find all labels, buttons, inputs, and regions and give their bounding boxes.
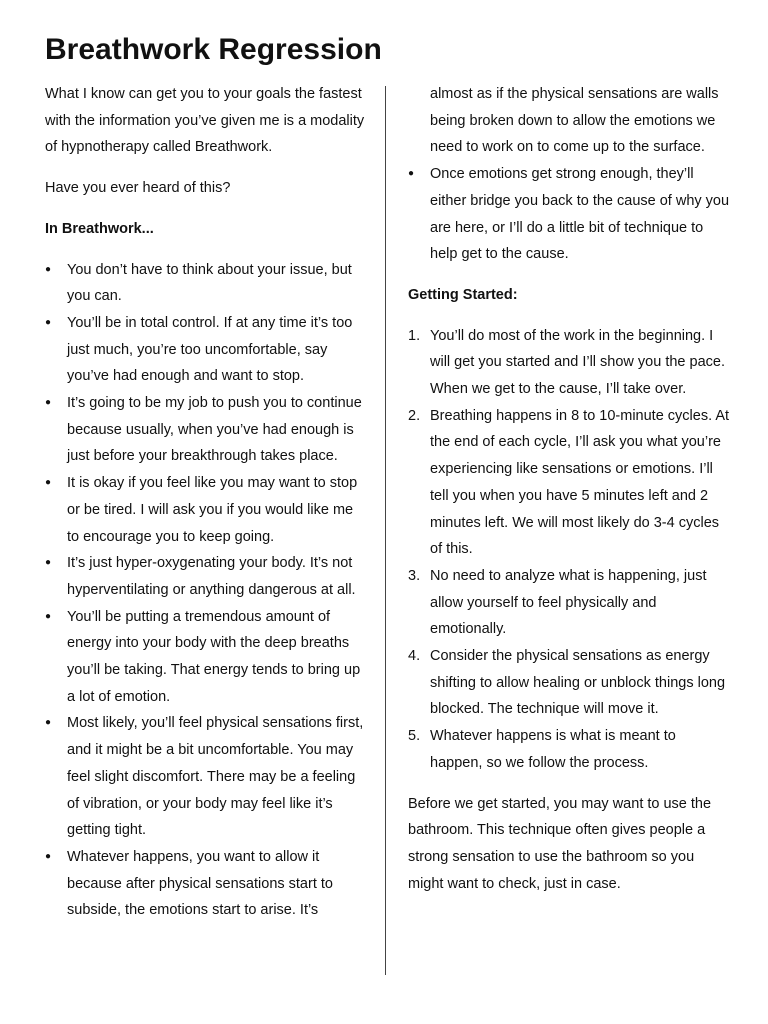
right-column <box>408 81 730 897</box>
list-item-continuation: almost as if the physical sensations are walls being broken down to allow the emotions we need to work on to come up to the surface. <box>430 86 719 156</box>
section-heading-getting-started: Getting Started: <box>408 286 518 303</box>
list-item-text: Whatever happens is what is meant to happen, so we follow the process. <box>430 728 676 771</box>
closing-paragraph: Before we get started, you may want to use the bathroom. This technique often gives people a strong sensation to use the bathroom so you might want to check, just in case. <box>408 795 712 892</box>
step-number: 5. <box>408 728 421 745</box>
list-item <box>45 257 367 310</box>
list-item <box>408 323 730 403</box>
list-item <box>45 470 367 550</box>
bullet-icon: ● <box>408 168 415 180</box>
list-item-text: You don’t have to think about your issue, but you can. <box>67 261 352 305</box>
list-item-text: Breathing happens in 8 to 10-minute cycles. At the end of each cycle, I’ll ask you what you’re experiencing like sensations or emotions. I’ll tell you when you have 5 minutes left and 2 minutes left. We will most likely do 3-4 cycles of this. <box>430 407 730 558</box>
list-item-text: It is okay if you feel like you may want to stop or be tired. I will ask you if you would like me to encourage you to keep going. <box>67 475 358 545</box>
list-item <box>45 550 367 603</box>
left-column <box>45 81 367 924</box>
bullet-icon: ● <box>45 263 52 275</box>
list-item-text: You’ll be in total control. If at any time it’s too just much, you’re too uncomfortable, say you’ve had enough and want to stop. <box>67 314 353 385</box>
list-item-text: Consider the physical sensations as energy shifting to allow healing or unblock things long blocked. The technique will move it. <box>430 648 726 718</box>
bullet-icon: ● <box>45 610 52 622</box>
list-item-text: Most likely, you’ll feel physical sensations first, and it might be a bit uncomfortable. You may feel slight discomfort. There may be a feeling of vibration, or your body may feel like it’s getting tight. <box>67 715 364 839</box>
list-item-text: Whatever happens, you want to allow it because after physical sensations start to subside, the emotions start to arise. It’s <box>67 848 333 919</box>
question-paragraph: Have you ever heard of this? <box>45 180 231 197</box>
column-divider <box>385 86 386 975</box>
list-item-text: You’ll be putting a tremendous amount of energy into your body with the deep breaths you’ll be taking. That energy tends to bring up a lot of emotion. <box>67 608 361 705</box>
getting-started-numbered-list <box>408 323 730 777</box>
breathwork-bullet-list <box>45 257 367 925</box>
list-item <box>45 604 367 711</box>
step-number: 4. <box>408 648 421 665</box>
list-item-text: Once emotions get strong enough, they’ll either bridge you back to the cause of why you are here, or I’ll do a little bit of technique to help get to the cause. <box>430 166 730 263</box>
list-item-text: No need to analyze what is happening, just allow yourself to feel physically and emotionally. <box>430 567 707 638</box>
page-title: Breathwork Regression <box>45 33 382 66</box>
intro-paragraph: What I know can get you to your goals the fastest with the information you’ve given me is a modality of hypnotherapy called Breathwork. <box>45 86 365 156</box>
bullet-icon: ● <box>45 557 52 569</box>
list-item <box>408 563 730 643</box>
list-item <box>45 390 367 470</box>
list-item <box>45 310 367 390</box>
list-item <box>408 403 730 563</box>
bullet-icon: ● <box>45 316 52 328</box>
section-heading-breathwork: In Breathwork... <box>45 220 154 237</box>
list-item-text: It’s just hyper-oxygenating your body. It’s not hyperventilating or anything dangerous at all. <box>67 555 356 598</box>
list-item <box>45 844 367 924</box>
list-item <box>408 723 730 776</box>
step-number: 1. <box>408 327 421 344</box>
bullet-icon: ● <box>45 717 52 729</box>
bullet-icon: ● <box>45 850 52 862</box>
list-item <box>45 710 367 844</box>
bullet-icon: ● <box>45 397 52 409</box>
list-item <box>408 643 730 723</box>
list-item-text: You’ll do most of the work in the beginning. I will get you started and I’ll show you the pace. When we get to the cause, I’ll take over. <box>430 327 725 398</box>
emotion-bullet-list <box>408 161 730 268</box>
list-item-text: It’s going to be my job to push you to continue because usually, when you’ve had enough is just before your breakthrough takes place. <box>67 395 362 465</box>
step-number: 2. <box>408 407 421 424</box>
bullet-icon: ● <box>45 477 52 489</box>
list-item <box>408 161 730 268</box>
step-number: 3. <box>408 567 421 584</box>
